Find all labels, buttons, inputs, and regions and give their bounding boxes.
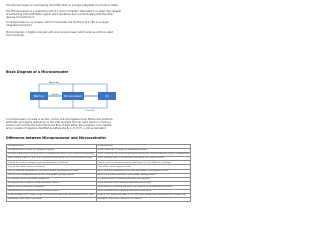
data-bus-label: Data Bus <box>51 95 59 96</box>
table-cell: Microprocessor <box>7 145 97 149</box>
table-cell: Microprocessor is based on Von Neumann model <box>7 190 97 194</box>
table-cell: It is just a processor. Memory and I/O components have to be connected externally <box>8 153 95 156</box>
table-cell: Microprocessor is based on Von Neumann model <box>7 181 97 185</box>
address-bus-label: Address Bus <box>49 83 59 84</box>
intro-line-7: Microcomputer: A digital computer with one microprocessor which acts as a CPU is called <box>6 31 114 34</box>
intro-line-8: microcomputer. <box>6 34 25 37</box>
table-cell: It has no RAM, ROM, Input-Output units, timers, and other peripherals on the chip. <box>7 194 97 198</box>
document-page <box>0 0 190 201</box>
table-cell: Most of the microprocessors do not have power saving features. <box>7 173 97 177</box>
intro-line-3: of performing ALU (Arithmetic Logical Unit) operations and communicating with the other <box>6 13 114 16</box>
table-cell: Can be used in compact systems and hence it is an efficient technique <box>96 161 191 165</box>
table-cell: Micro Controller is a heart of embedded system. <box>96 149 191 153</box>
io-label: I/O <box>105 95 109 98</box>
table-cell: Microprocessor is heart of Computer system. <box>7 149 97 153</box>
table-cell: Microcontroller <box>96 145 191 149</box>
intro-line-2: The Microprocessor is a controlling unit of a micro-computer, fabricated on a small chip capable <box>6 10 121 13</box>
table-cell: Since external components are low, total power consumption is less. <box>96 169 191 173</box>
table-cell: Micro controllers are based on Harvard architecture <box>96 190 191 194</box>
table-cell: It is mainly used in personal computers <box>7 177 97 181</box>
comparison-table <box>6 144 191 202</box>
microprocessor-label: Microprocessor <box>63 95 83 98</box>
microcomputer-block-diagram <box>30 80 116 112</box>
intro-line-1: The microprocessor is a processing Unit (CPU) built on a single integrated circuit (IC) is called <box>6 4 118 7</box>
table-cell: Micro controllers are based on Harvard architecture <box>96 181 191 185</box>
intro-line-5: A microprocessor is a processor which incorporates the functions of a CPU on a single <box>6 21 109 24</box>
table-row <box>7 198 191 202</box>
table-cell: Cost of the entire system is low <box>96 165 191 169</box>
memory-label: Memory <box>33 95 45 98</box>
table-cell: Micro Controller has external processor along with internal memory and I/O components <box>97 153 190 156</box>
control-bus-label: Control Bus <box>85 111 95 112</box>
intro-line-6: integrated circuit (IC). <box>6 24 33 27</box>
table-cell: Most of the micro controllers have power saving modes <box>96 173 191 177</box>
body-line-4: array consists of registers identified by letters like B, C, D, E, H, L, and accumulator. <box>6 127 107 130</box>
body-line-2: arithmetic and logical operations on the data received from an input device or memory. <box>6 121 112 124</box>
intro-line-4: devices connected to it. <box>6 16 35 19</box>
table-cell: Mainly used in personal computers. <box>7 185 97 189</box>
table-cell: Due to external components, the entire power consumption is high. <box>7 169 97 173</box>
table-cell: Examples: Intel 8085, Intel 8086 <box>7 198 97 202</box>
table-cell: Used mainly in washing machine, MP3 players, and embedded systems. <box>96 185 191 189</box>
table-cell: Since memory and I/O has to be connected externally, the circuit becomes large. <box>7 157 97 161</box>
table-cell: Cost of the entire system increases <box>7 165 97 169</box>
table-heading: Difference between Microprocessor and Microcontroller <box>6 136 107 140</box>
table-cell: Cannot be used in compact systems and hence inefficient <box>7 161 97 165</box>
diagram-heading: Block Diagram of a Microcomputer <box>6 70 69 74</box>
body-line-1: A microprocessor consists of an ALU, control unit and register array. Where ALU performs <box>6 118 113 121</box>
body-line-3: Control unit controls the instructions and flow of data within the computer. And, register <box>6 124 112 127</box>
table-cell: It has a CPU along with RAM, ROM, and other peripherals embedded on a single chip. <box>96 194 191 198</box>
table-cell: Examples: Intel 8051, AT89C51, PIC16F877 <box>96 198 191 202</box>
table-cell: Since memory and I/O are present internally, the circuit is small. <box>96 157 191 161</box>
table-cell: It is used mainly in washing machine, MP3 players <box>96 177 191 181</box>
